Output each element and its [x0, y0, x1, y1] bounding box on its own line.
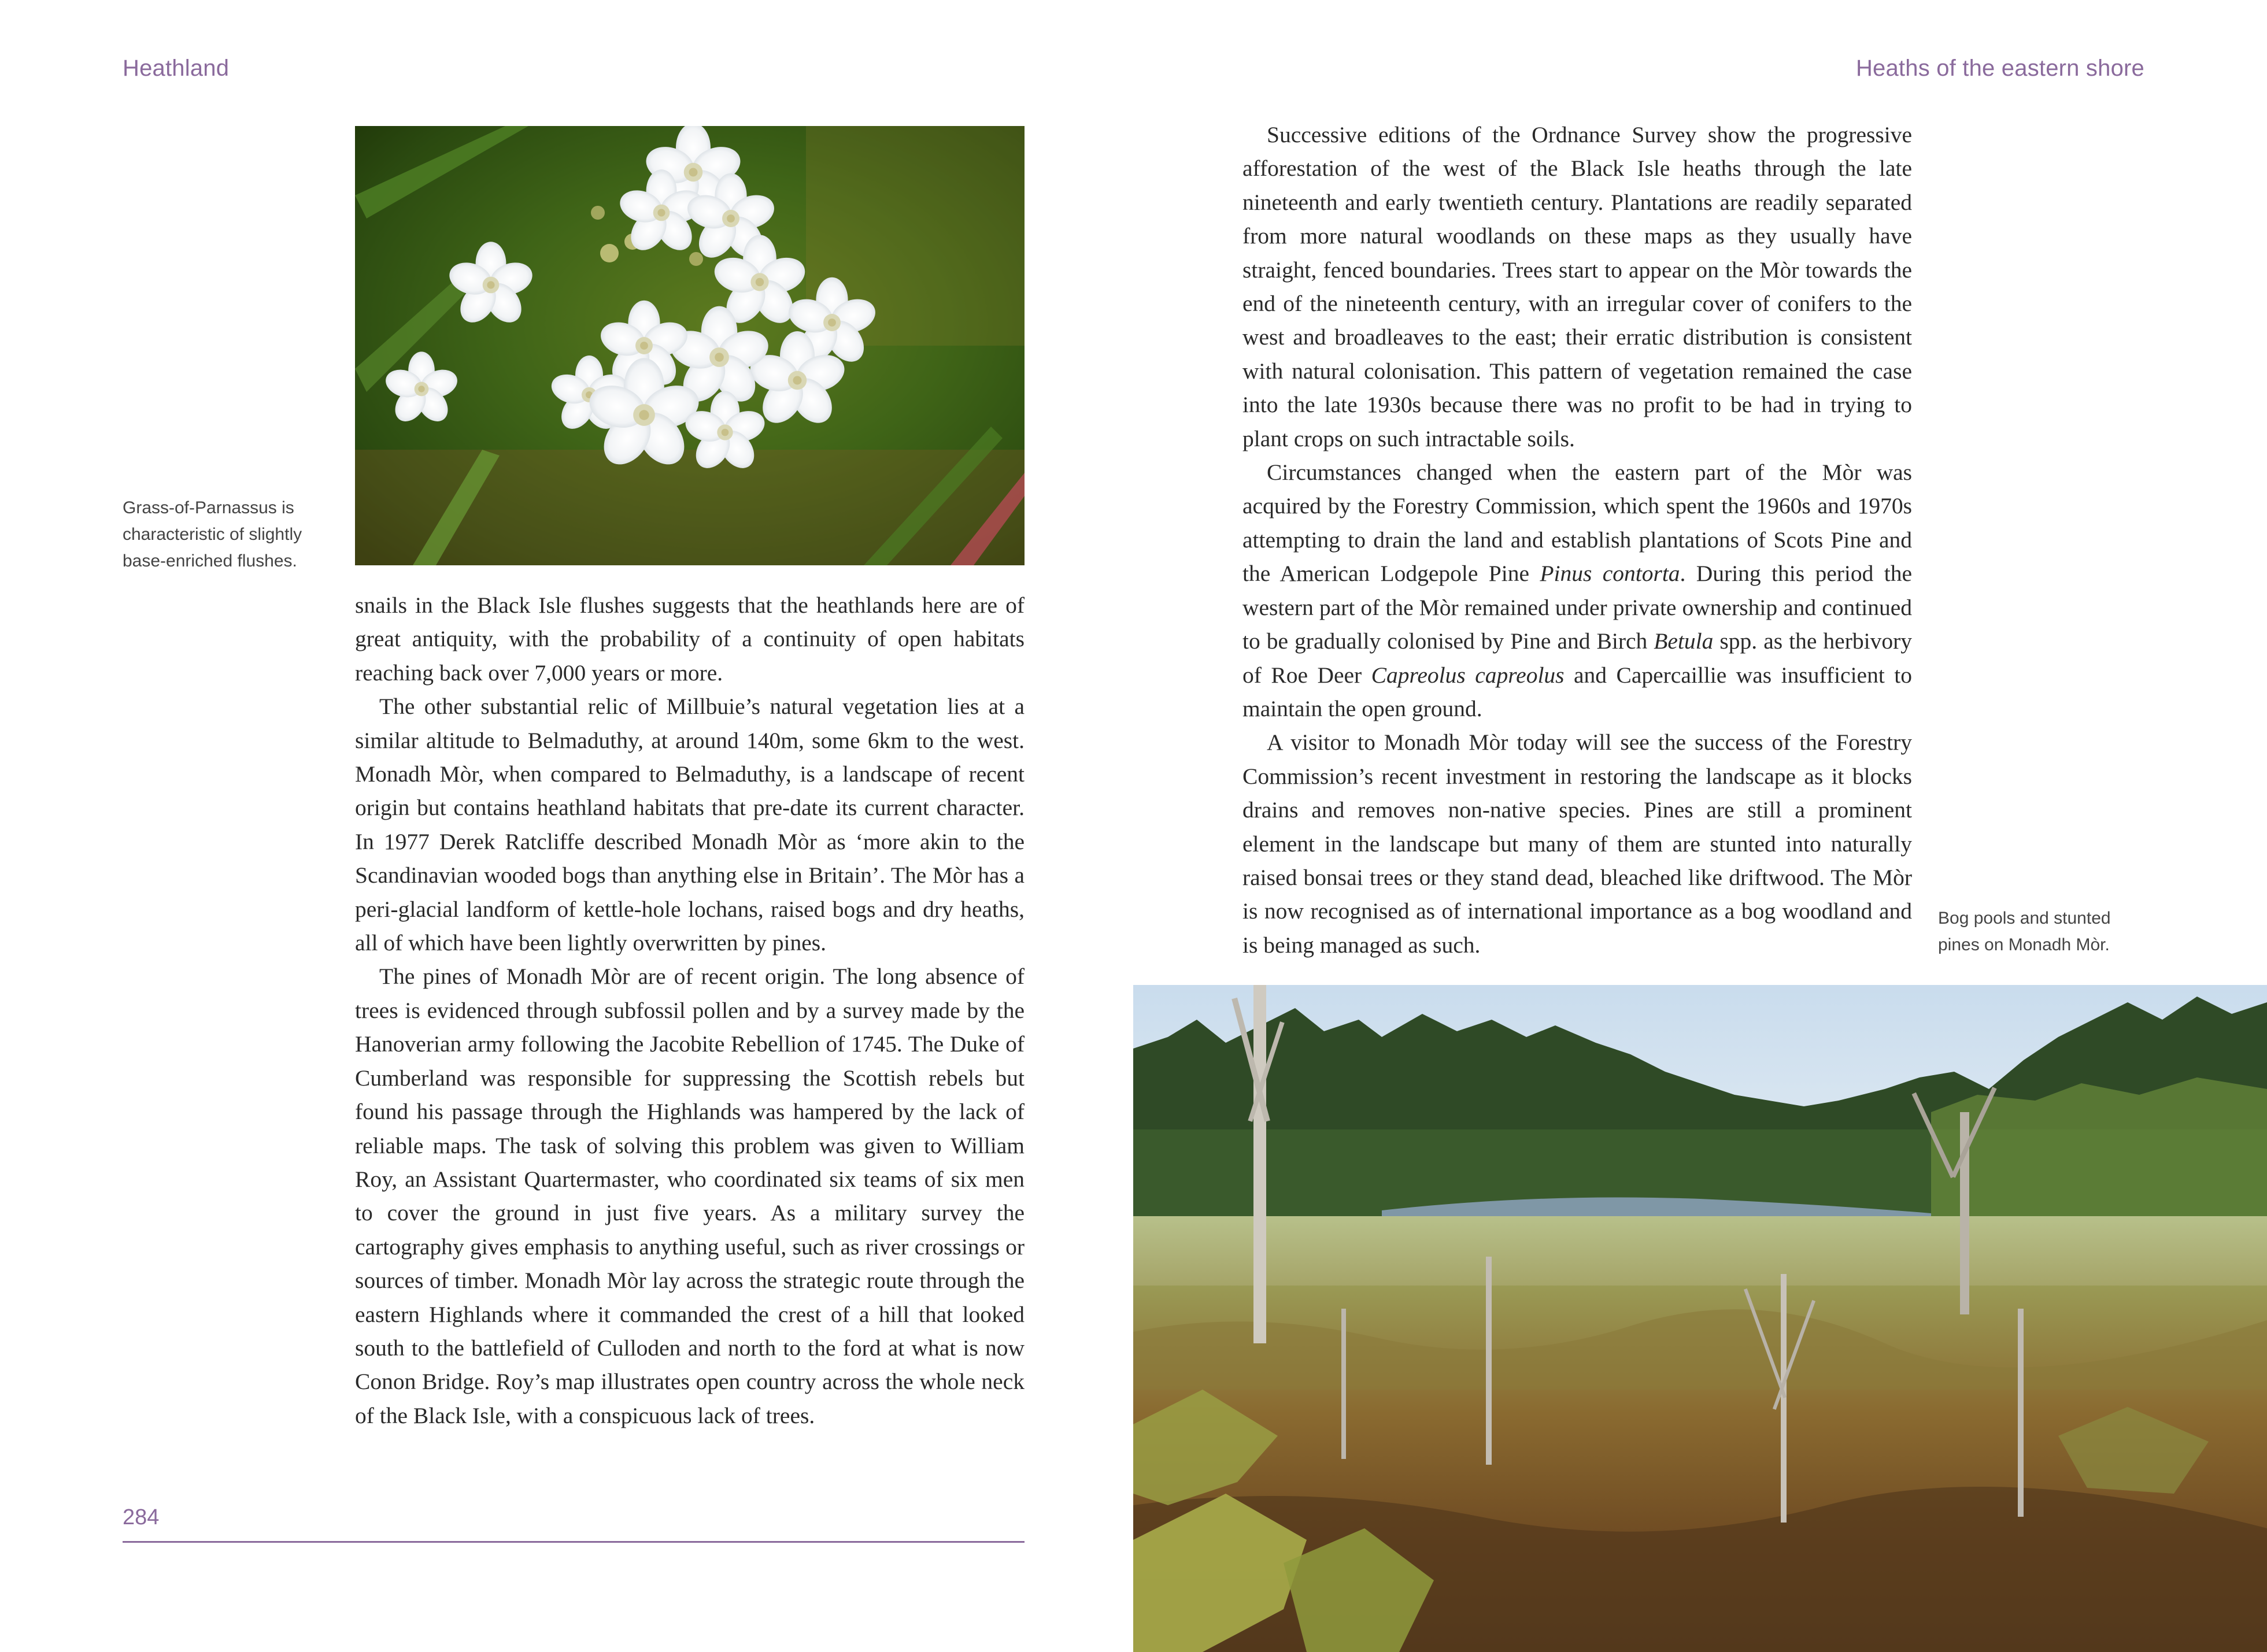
paragraph-5-text-d: and Capercaillie was insufficient to maintain the open ground. — [1242, 662, 1912, 721]
running-head-left: Heathland — [123, 55, 230, 81]
paragraph-4: Successive editions of the Ordnance Survey show the progressive afforestation of the west of the Black Isle heaths through the late nineteenth and early twentieth century. Plantations are readily separated from more natural woodlands on these maps as they usually have straight, fenced boundaries. Trees start to appear on the Mòr towards the end of the nineteenth century, with an irregular cover of conifers to the west and broadleaves to the east; their erratic distribution is consistent with natural colonisation. This pattern of vegetation remained the case into the late 1930s because there was no profit to be had in trying to plant crops on such intractable soils. — [1242, 122, 1912, 451]
body-text-right — [1242, 118, 1912, 962]
caption-right-text: Bog pools and stunted pines on Monadh Mòr. — [1938, 909, 2111, 954]
paragraph-5 — [1242, 455, 1912, 725]
caption-left — [123, 495, 313, 575]
paragraph-6: A visitor to Monadh Mòr today will see the success of the Forestry Commission’s recent investment in restoring the landscape as it blocks drains and removes non-native species. Pines are still a prominent element in the landscape but many of them are stunted into naturally raised bonsai trees or they stand dead, bleached like driftwood. The Mòr is now recognised as of international importance as a bog woodland and is being managed as such. — [1242, 729, 1912, 958]
species-betula: Betula — [1654, 628, 1714, 654]
paragraph-2: The other substantial relic of Millbuie’s natural vegetation lies at a similar altitude to Belmaduthy, at around 140m, some 6km to the west. Monadh Mòr, when compared to Belmaduthy, is a landscape of recent origin but contains heathland habitats that pre-date its current character. In 1977 Derek Ratcliffe described Monadh Mòr as ‘more akin to the Scandinavian wooded bogs than anything else in Britain’. The Mòr has a peri-glacial landform of kettle-hole lochans, raised bogs and dry heaths, all of which have been lightly overwritten by pines. — [355, 694, 1025, 956]
left-page — [0, 0, 1133, 1652]
paragraph-3: The pines of Monadh Mòr are of recent origin. The long absence of trees is evidenced through subfossil pollen and by a survey made by the Hanoverian army following the Jacobite Rebellion of 1745. The Duke of Cumberland was responsible for suppressing the Scottish rebels but found his passage through the Highlands was hampered by the lack of reliable maps. The task of solving this problem was given to William Roy, an Assistant Quartermaster, who coordinated six teams of six men to cover the ground in just five years. As a military survey the cartography gives emphasis to anything useful, such as river crossings or sources of timber. Monadh Mòr lay across the strategic route through the eastern Highlands where it commanded the crest of a hill that looked south to the battlefield of Culloden and north to the ford at what is now Conon Bridge. Roy’s map illustrates open country across the whole neck of the Black Isle, with a conspicuous lack of trees. — [355, 964, 1025, 1428]
footer-rule — [123, 1541, 1025, 1543]
bog-photo-graphic — [1133, 985, 2267, 1652]
species-capreolus: Capreolus capreolus — [1371, 662, 1565, 688]
flower-photo-graphic — [355, 126, 1025, 565]
running-head-right: Heaths of the eastern shore — [1855, 55, 2144, 81]
paragraph-5-text-a: Circumstances changed when the eastern part of the Mòr was acquired by the Forestry Commission, which spent the 1960s and 1970s attempting to drain the land and establish plantations of Scots Pine and the American Lodgepole Pine — [1242, 460, 1912, 587]
paragraph-1: snails in the Black Isle flushes suggests that the heathlands here are of great antiquity, with the probability of a continuity of open habitats reaching back over 7,000 years or more. — [355, 592, 1025, 686]
species-pinus-contorta: Pinus contorta — [1540, 561, 1680, 587]
monadh-mor-bog-photo — [1133, 985, 2267, 1652]
body-text-left — [355, 588, 1025, 1432]
paragraph-5-text-b: . During this period the western part of the Mòr remained under private ownership and continued to be gradually colonised by Pine and Birch — [1242, 561, 1912, 654]
page-number: 284 — [123, 1505, 160, 1529]
grass-of-parnassus-photo — [355, 126, 1025, 565]
caption-right — [1938, 905, 2146, 958]
paragraph-5-text-c: spp. as the herbivory of Roe Deer — [1242, 628, 1912, 688]
caption-left-text: Grass-of-Parnassus is characteristic of slightly base-enriched flushes. — [123, 498, 302, 571]
